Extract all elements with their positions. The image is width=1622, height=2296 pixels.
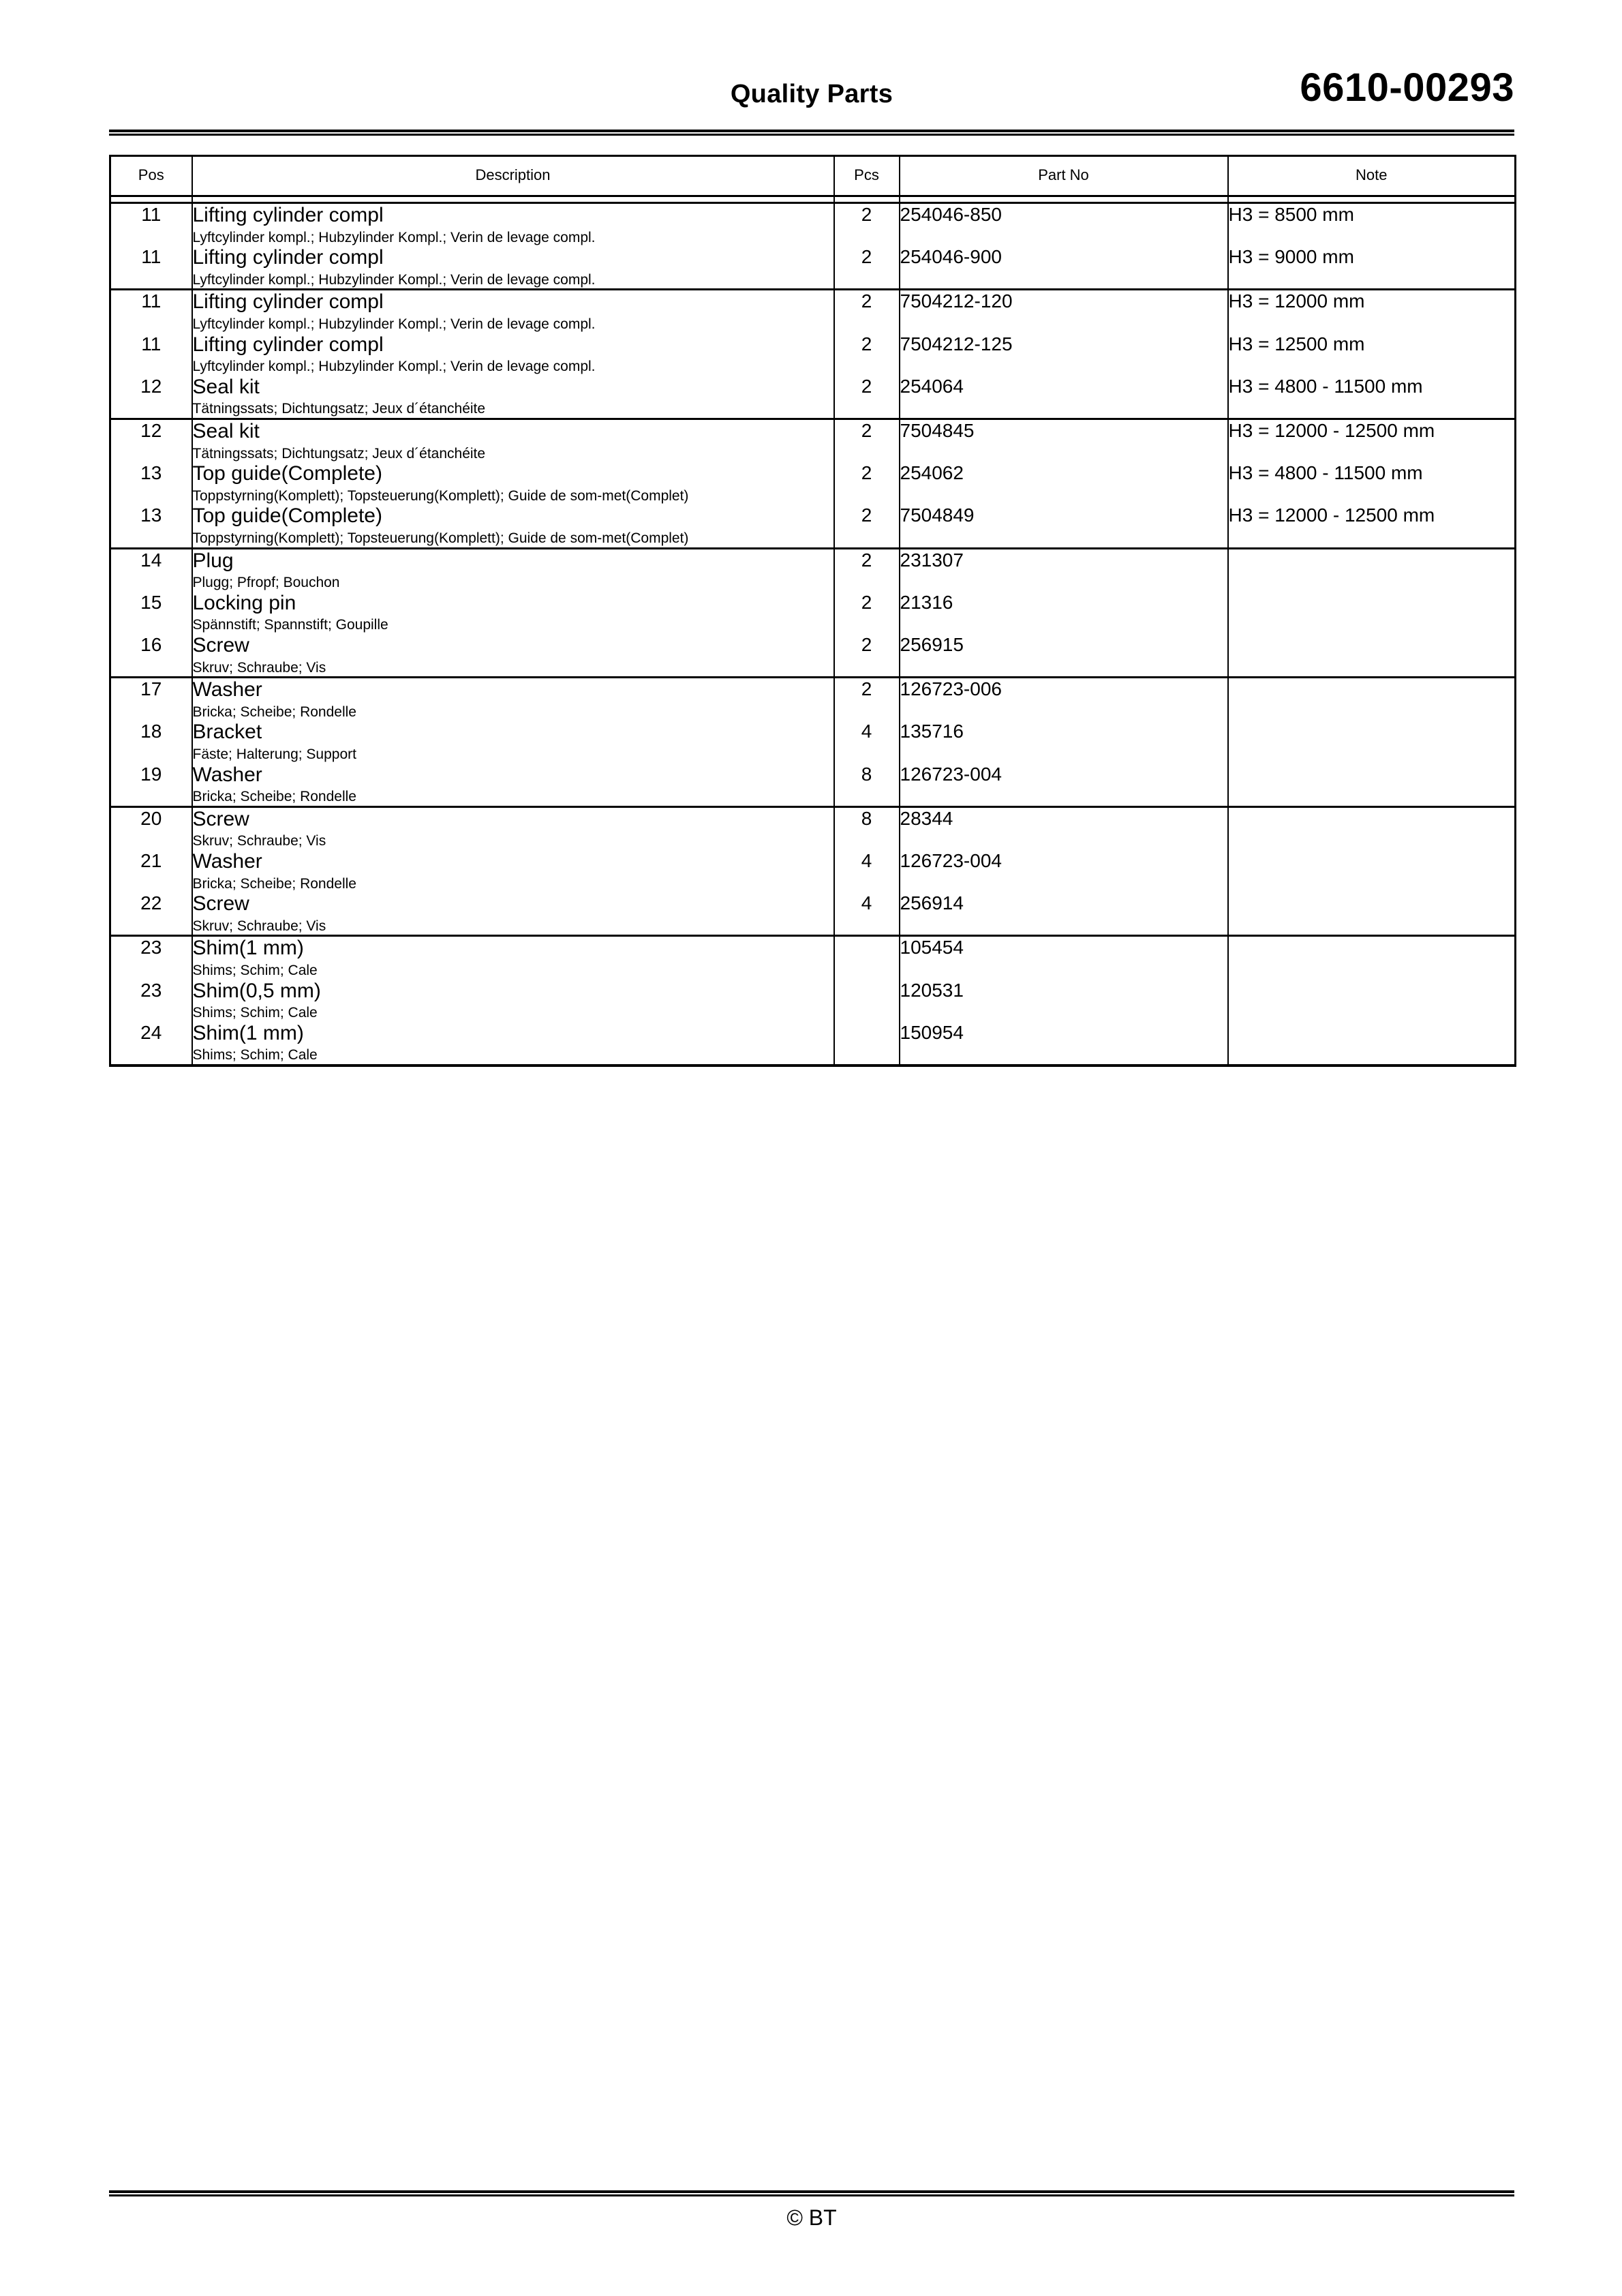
cell-note bbox=[1228, 850, 1516, 892]
cell-pos: 23 bbox=[110, 936, 192, 980]
cell-part-no: 105454 bbox=[900, 936, 1228, 980]
cell-pos: 11 bbox=[110, 246, 192, 290]
description-main: Seal kit bbox=[192, 420, 260, 443]
cell-pos: 12 bbox=[110, 376, 192, 419]
cell-pos: 20 bbox=[110, 806, 192, 850]
cell-pcs: 2 bbox=[834, 203, 900, 247]
cell-description bbox=[192, 892, 834, 936]
cell-description bbox=[192, 806, 834, 850]
cell-pos: 12 bbox=[110, 419, 192, 463]
table-row bbox=[110, 290, 1516, 333]
cell-description bbox=[192, 764, 834, 807]
table-row bbox=[110, 333, 1516, 376]
cell-part-no: 7504212-125 bbox=[900, 333, 1228, 376]
cell-pos: 15 bbox=[110, 592, 192, 634]
header-divider-cell bbox=[1228, 196, 1516, 203]
cell-pcs: 2 bbox=[834, 333, 900, 376]
cell-description bbox=[192, 548, 834, 592]
cell-part-no: 256915 bbox=[900, 634, 1228, 678]
cell-pcs: 2 bbox=[834, 634, 900, 678]
cell-pcs: 4 bbox=[834, 850, 900, 892]
header-divider-cell bbox=[110, 196, 192, 203]
cell-part-no: 21316 bbox=[900, 592, 1228, 634]
cell-part-no: 254046-850 bbox=[900, 203, 1228, 247]
document-header bbox=[109, 65, 1514, 126]
cell-pos: 22 bbox=[110, 892, 192, 936]
cell-part-no: 254062 bbox=[900, 462, 1228, 504]
table-header-row bbox=[110, 156, 1516, 196]
description-translations: Spännstift; Spannstift; Goupille bbox=[192, 617, 388, 633]
description-translations: Lyftcylinder kompl.; Hubzylinder Kompl.; Verin de levage compl. bbox=[192, 229, 596, 245]
cell-pos: 24 bbox=[110, 1022, 192, 1066]
cell-pcs: 8 bbox=[834, 764, 900, 807]
cell-part-no: 254064 bbox=[900, 376, 1228, 419]
description-main: Shim(0,5 mm) bbox=[192, 979, 321, 1002]
table-row bbox=[110, 678, 1516, 721]
footer-divider bbox=[109, 2190, 1514, 2196]
description-main: Lifting cylinder compl bbox=[192, 333, 384, 356]
cell-note bbox=[1228, 936, 1516, 980]
table-row bbox=[110, 1022, 1516, 1066]
table-row bbox=[110, 592, 1516, 634]
cell-pos: 11 bbox=[110, 203, 192, 247]
description-main: Lifting cylinder compl bbox=[192, 204, 384, 226]
cell-pos: 11 bbox=[110, 333, 192, 376]
cell-pcs: 2 bbox=[834, 548, 900, 592]
description-translations: Bricka; Scheibe; Rondelle bbox=[192, 875, 356, 892]
table-head bbox=[110, 156, 1516, 203]
table-row bbox=[110, 203, 1516, 247]
table-body bbox=[110, 203, 1516, 1066]
description-translations: Lyftcylinder kompl.; Hubzylinder Kompl.; Verin de levage compl. bbox=[192, 316, 596, 332]
description-translations: Shims; Schim; Cale bbox=[192, 1005, 318, 1021]
description-translations: Fäste; Halterung; Support bbox=[192, 746, 356, 763]
copyright-notice: © BT bbox=[786, 2205, 837, 2230]
cell-pcs: 4 bbox=[834, 892, 900, 936]
header-divider-cell bbox=[900, 196, 1228, 203]
cell-pcs: 2 bbox=[834, 592, 900, 634]
cell-pos: 13 bbox=[110, 462, 192, 504]
description-main: Washer bbox=[192, 678, 262, 701]
description-main: Washer bbox=[192, 850, 262, 873]
cell-description bbox=[192, 634, 834, 678]
cell-pcs: 4 bbox=[834, 721, 900, 763]
cell-note: H3 = 9000 mm bbox=[1228, 246, 1354, 268]
table-row bbox=[110, 764, 1516, 807]
cell-description bbox=[192, 333, 834, 376]
cell-description bbox=[192, 592, 834, 634]
cell-pos: 19 bbox=[110, 764, 192, 807]
cell-part-no: 231307 bbox=[900, 548, 1228, 592]
cell-note bbox=[1228, 892, 1516, 936]
description-translations: Skruv; Schraube; Vis bbox=[192, 833, 326, 849]
cell-note: H3 = 12000 - 12500 mm bbox=[1228, 504, 1435, 526]
table-row bbox=[110, 376, 1516, 419]
table-row bbox=[110, 246, 1516, 290]
cell-pos: 17 bbox=[110, 678, 192, 721]
cell-note bbox=[1228, 678, 1516, 721]
cell-note: H3 = 4800 - 11500 mm bbox=[1228, 375, 1423, 397]
description-translations: Skruv; Schraube; Vis bbox=[192, 659, 326, 676]
cell-description bbox=[192, 980, 834, 1022]
description-main: Plug bbox=[192, 549, 234, 572]
cell-pcs: 8 bbox=[834, 806, 900, 850]
table-row bbox=[110, 721, 1516, 763]
cell-pcs: 2 bbox=[834, 419, 900, 463]
table-row bbox=[110, 806, 1516, 850]
header-divider bbox=[109, 130, 1514, 136]
cell-part-no: 256914 bbox=[900, 892, 1228, 936]
page-title: Quality Parts bbox=[730, 80, 893, 108]
cell-description bbox=[192, 419, 834, 463]
cell-note: H3 = 12000 - 12500 mm bbox=[1228, 419, 1516, 463]
cell-pos: 18 bbox=[110, 721, 192, 763]
cell-pos: 16 bbox=[110, 634, 192, 678]
description-main: Lifting cylinder compl bbox=[192, 246, 384, 269]
parts-table bbox=[109, 155, 1516, 1067]
column-header-description: Description bbox=[192, 156, 834, 196]
cell-description bbox=[192, 936, 834, 980]
cell-pos: 11 bbox=[110, 290, 192, 333]
cell-note bbox=[1228, 548, 1516, 592]
cell-part-no: 254046-900 bbox=[900, 246, 1228, 290]
header-divider-cell bbox=[834, 196, 900, 203]
description-main: Washer bbox=[192, 763, 262, 786]
table-row bbox=[110, 419, 1516, 463]
cell-pcs: 2 bbox=[834, 376, 900, 419]
cell-part-no: 120531 bbox=[900, 980, 1228, 1022]
description-translations: Lyftcylinder kompl.; Hubzylinder Kompl.; Verin de levage compl. bbox=[192, 359, 596, 375]
cell-part-no: 150954 bbox=[900, 1022, 1228, 1066]
table-row bbox=[110, 980, 1516, 1022]
cell-pcs: 2 bbox=[834, 246, 900, 290]
description-translations: Toppstyrning(Komplett); Topsteuerung(Komplett); Guide de som-met(Complet) bbox=[192, 530, 689, 547]
description-main: Top guide(Complete) bbox=[192, 462, 382, 485]
table-row bbox=[110, 936, 1516, 980]
table-row bbox=[110, 892, 1516, 936]
description-main: Shim(1 mm) bbox=[192, 1021, 304, 1044]
cell-description bbox=[192, 203, 834, 247]
table-row bbox=[110, 462, 1516, 504]
cell-description bbox=[192, 721, 834, 763]
cell-pcs: 2 bbox=[834, 678, 900, 721]
cell-pcs bbox=[834, 980, 900, 1022]
cell-description bbox=[192, 246, 834, 290]
description-main: Screw bbox=[192, 892, 249, 916]
document-number: 6610-00293 bbox=[1300, 65, 1514, 110]
cell-description bbox=[192, 290, 834, 333]
description-translations: Lyftcylinder kompl.; Hubzylinder Kompl.; Verin de levage compl. bbox=[192, 271, 596, 288]
cell-pcs: 2 bbox=[834, 504, 900, 548]
cell-description bbox=[192, 1022, 834, 1066]
cell-pcs: 2 bbox=[834, 290, 900, 333]
table-row bbox=[110, 548, 1516, 592]
description-translations: Shims; Schim; Cale bbox=[192, 1047, 318, 1063]
cell-part-no: 28344 bbox=[900, 806, 1228, 850]
column-header-note: Note bbox=[1356, 166, 1388, 183]
cell-pos: 23 bbox=[110, 980, 192, 1022]
table-row bbox=[110, 634, 1516, 678]
description-translations: Bricka; Scheibe; Rondelle bbox=[192, 704, 356, 720]
header-divider-cell bbox=[192, 196, 834, 203]
cell-part-no: 7504845 bbox=[900, 419, 1228, 463]
description-translations: Tätningssats; Dichtungsatz; Jeux d´étanchéite bbox=[192, 445, 486, 462]
description-main: Top guide(Complete) bbox=[192, 504, 382, 528]
description-translations: Tätningssats; Dichtungsatz; Jeux d´étanchéite bbox=[192, 401, 486, 417]
table-row bbox=[110, 504, 1516, 548]
table-header-divider bbox=[110, 196, 1516, 203]
cell-pos: 13 bbox=[110, 504, 192, 548]
cell-part-no: 7504212-120 bbox=[900, 290, 1228, 333]
description-main: Bracket bbox=[192, 721, 262, 744]
cell-part-no: 135716 bbox=[900, 721, 1228, 763]
description-translations: Shims; Schim; Cale bbox=[192, 963, 318, 979]
cell-description bbox=[192, 678, 834, 721]
cell-description bbox=[192, 504, 834, 548]
cell-description bbox=[192, 850, 834, 892]
cell-pcs bbox=[834, 936, 900, 980]
description-main: Screw bbox=[192, 807, 249, 830]
cell-note: H3 = 8500 mm bbox=[1228, 204, 1354, 225]
table-row bbox=[110, 850, 1516, 892]
cell-part-no: 126723-006 bbox=[900, 678, 1228, 721]
cell-note bbox=[1228, 806, 1516, 850]
description-translations: Plugg; Pfropf; Bouchon bbox=[192, 575, 340, 591]
column-header-part-no: Part No bbox=[900, 156, 1228, 196]
cell-note: H3 = 12500 mm bbox=[1228, 333, 1365, 354]
column-header-pcs: Pcs bbox=[834, 156, 900, 196]
description-main: Screw bbox=[192, 634, 249, 657]
cell-note bbox=[1228, 764, 1516, 807]
cell-note bbox=[1228, 1022, 1516, 1066]
cell-note bbox=[1228, 634, 1516, 678]
cell-pos: 14 bbox=[110, 548, 192, 592]
cell-pos: 21 bbox=[110, 850, 192, 892]
cell-description bbox=[192, 376, 834, 419]
cell-pcs bbox=[834, 1022, 900, 1066]
cell-note: H3 = 4800 - 11500 mm bbox=[1228, 462, 1423, 484]
cell-pcs: 2 bbox=[834, 462, 900, 504]
description-translations: Bricka; Scheibe; Rondelle bbox=[192, 789, 356, 805]
description-translations: Skruv; Schraube; Vis bbox=[192, 918, 326, 934]
cell-part-no: 126723-004 bbox=[900, 764, 1228, 807]
description-main: Seal kit bbox=[192, 375, 260, 398]
cell-note bbox=[1228, 592, 1516, 634]
cell-description bbox=[192, 462, 834, 504]
description-main: Lifting cylinder compl bbox=[192, 290, 384, 314]
description-main: Shim(1 mm) bbox=[192, 937, 304, 960]
description-main: Locking pin bbox=[192, 591, 296, 614]
cell-part-no: 7504849 bbox=[900, 504, 1228, 548]
cell-part-no: 126723-004 bbox=[900, 850, 1228, 892]
column-header-pos: Pos bbox=[110, 156, 192, 196]
description-translations: Toppstyrning(Komplett); Topsteuerung(Komplett); Guide de som-met(Complet) bbox=[192, 487, 689, 504]
cell-note bbox=[1228, 721, 1516, 763]
cell-note: H3 = 12000 mm bbox=[1228, 290, 1516, 333]
cell-note bbox=[1228, 980, 1516, 1022]
